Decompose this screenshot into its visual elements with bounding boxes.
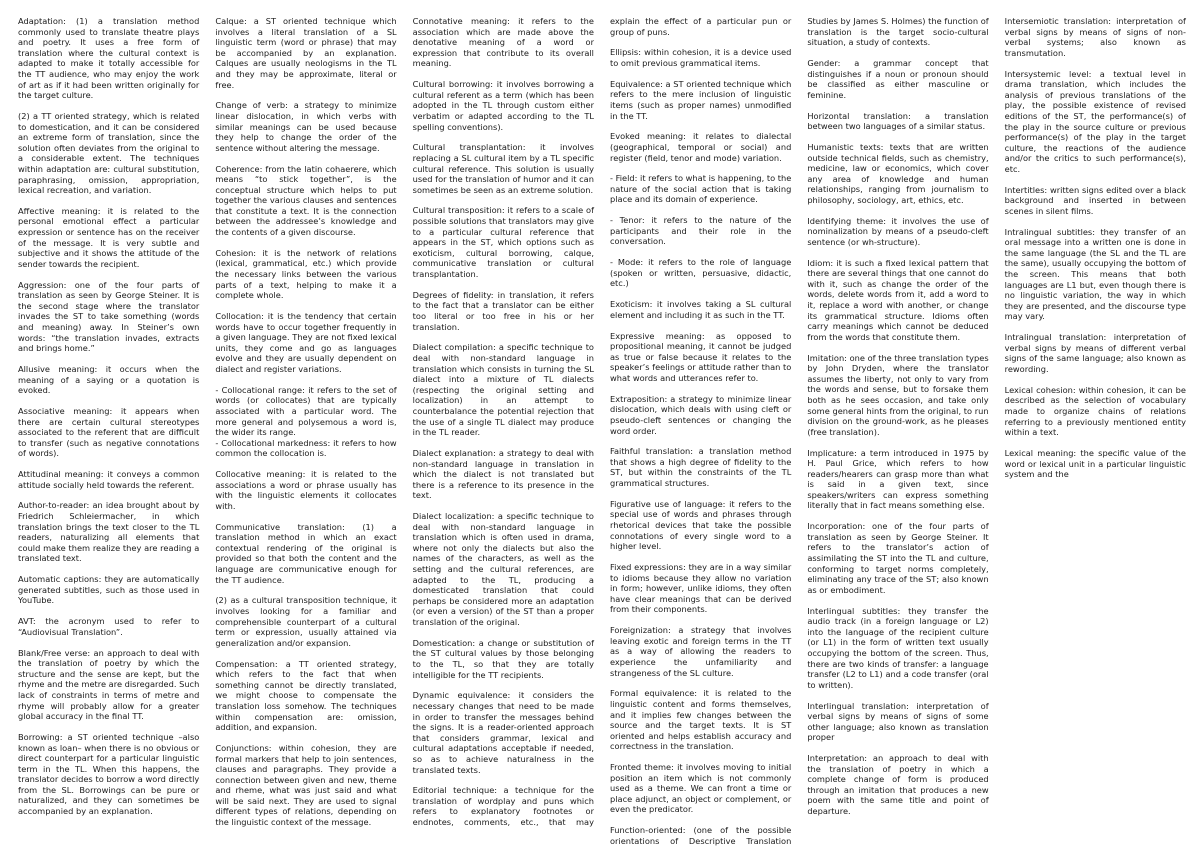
glossary-entry: - Field: it refers to what is happening, to the nature of the social action that is taking place and its domain of experience. — [609, 173, 792, 205]
glossary-entry: Extraposition: a strategy to minimize linear dislocation, which deals with using cleft or pseudo-cleft sentences or changing the word order. — [609, 393, 792, 436]
glossary-entry: Foreignization: a strategy that involves leaving exotic and foreign terms in the TT as a way of allowing the readers to experience the unfamiliarity and strangeness of the SL culture. — [609, 625, 792, 678]
glossary-entry: Change of verb: a strategy to minimize linear dislocation, in which verbs with similar meanings can be used because they help to change the order of the sentence without altering the message. — [215, 100, 397, 153]
glossary-entry: Blank/Free verse: an approach to deal with the translation of poetry by which the structure and the sense are kept, but the rhyme and the metre are disregarded. Such lack of constraints in terms of metre and rhyme will probably allow for a greater global accuracy in the final TT. — [18, 647, 200, 722]
glossary-entry: Intersystemic level: a textual level in drama translation, which includes the analysis of previous translations of the play, the possible existence of revised editions of the ST, the performance(s) of the play in the source culture or previous performance(s) of the play in the target culture, the reactions of the audience and/or the critics to such performance(s), etc. — [1004, 68, 1186, 174]
glossary-entry: Cultural transplantation: it involves replacing a SL cultural item by a TL specific cultural reference. This solution is usually used for the translation of humor and it can sometimes be seen as an extreme solution. — [412, 142, 594, 195]
glossary-entry: Incorporation: one of the four parts of translation as seen by George Steiner. It refers to the translator’s action of assimilating the ST into the TL and culture, conforming to target norms completely, eliminating any trace of the ST; also known as or embodiment. — [807, 521, 989, 595]
glossary-entry: Humanistic texts: texts that are written outside technical fields, such as chemistry, medicine, law or economics, which cover any area of knowledge and human relationships, ranging from journalism to philosophy, sociology, art, ethics, etc. — [807, 141, 989, 205]
glossary-entry: AVT: the acronym used to refer to “Audiovisual Translation”. — [18, 616, 200, 637]
glossary-entry: Horizontal translation: a translation between two languages of a similar status. — [807, 110, 989, 132]
glossary-entry: Lexical meaning: the specific value of the word or lexical unit in a particular linguistic system and the — [1004, 447, 1186, 480]
glossary-entry: Collocative meaning: it is related to the associations a word or phrase usually has with the linguistic elements it collocates with. — [215, 469, 397, 511]
glossary-entry: Lexical cohesion: within cohesion, it can be described as the selection of vocabulary made to organize chains of relations referring to a previously mentioned entity within a text. — [1004, 384, 1186, 438]
glossary-entry: Allusive meaning: it occurs when the meaning of a saying or a quotation is evoked. — [18, 363, 200, 396]
glossary-entry: Editorial technique: a technique for the translation of wordplay and puns which refers to explanatory footnotes or endnotes, comments, etc., that may explain the effect of a particular pun or group of puns. — [412, 16, 792, 828]
glossary-entry: Dynamic equivalence: it considers the necessary changes that need to be made in order to transfer the messages behind the signs. It is a reader-oriented approach that considers grammar, lexical and cultural adaptations acceptable if needed, so as to achieve naturalness in the translated texts. — [412, 690, 594, 775]
glossary-entry: Intralingual translation: interpretation of verbal signs by means of different verbal signs of the same language; also known as rewording. — [1004, 332, 1186, 374]
glossary-entry: Fronted theme: it involves moving to initial position an item which is not commonly used as a theme. We can front a time or place adjunct, an object or complement, or even the predicator. — [609, 762, 792, 815]
glossary-entry: Compensation: a TT oriented strategy, which refers to the fact that when something cannot be directly translated, we might choose to compensate the translation loss somehow. The techniques within compensation are: omission, addition, and expansion. — [215, 658, 397, 733]
glossary-entry: Exoticism: it involves taking a SL cultural element and including it as such in the TT. — [609, 299, 792, 320]
glossary-entry: Fixed expressions: they are in a way similar to idioms because they allow no variation in form; however, unlike idioms, they often have clear meanings that can be derived from their components. — [609, 562, 792, 615]
glossary-entry: - Collocational range: it refers to the set of words (or collocates) that are typically associated with a particular word. The more general and polysemous a word is, the wider its range. - Collocational markedness: it refers to how common the collocation is. — [215, 384, 397, 459]
glossary-entry: Ellipsis: within cohesion, it is a device used to omit previous grammatical items. — [609, 47, 792, 68]
glossary-entry: Dialect localization: a specific technique to deal with non-standard language in translation which is often used in drama, where not only the dialects but also the names of the characters, as well as the setting and the cultural references, are adapted to the TL, producing a domesticated translation that could perhaps be considered more an adaptation (or even a version) of the ST than a proper translation of the original. — [412, 511, 594, 627]
glossary-entry: Figurative use of language: it refers to the special use of words and phrases through rhetorical devices that take the possible connotations of every single word to a higher level. — [609, 498, 792, 552]
glossary-entry: Expressive meaning: as opposed to propositional meaning, it cannot be judged as true or false because it relates to the speaker’s feelings or attitude rather than to what words and utterances refer to. — [609, 330, 792, 383]
glossary-entry: Imitation: one of the three translation types by John Dryden, where the translator assumes the liberty, not only to vary from the words and sense, but to forsake them both as he sees occasion, and take only some general hints from the original, to run division on the ground-work, as he pleases (free translation). — [807, 352, 989, 437]
glossary-entry: Domestication: a change or substitution of the ST cultural values by those belonging to the TL, so that they are totally intelligible for the TT recipients. — [412, 637, 594, 680]
glossary-entry: (2) as a cultural transposition technique, it involves looking for a familiar and comprehensible counterpart of a cultural term or expression, usually attained via generalization and/or expansion. — [215, 595, 397, 648]
glossary-entry: Conjunctions: within cohesion, they are formal markers that help to join sentences, clauses and paragraphs. They provide a connection between given and new, theme and rheme, what was just said and what will be said next. They are used to signal different types of relations, depending on the linguistic context of the message. — [215, 742, 397, 828]
glossary-entry: Implicature: a term introduced in 1975 by H. Paul Grice, which refers to how readers/hearers can grasp more than what is said in a given text, since speakers/writers can express something literally that in fact means something else. — [807, 447, 989, 511]
glossary-entry: Degrees of fidelity: in translation, it refers to the fact that a translator can be either too literal or too free in his or her translation. — [412, 289, 594, 332]
glossary-entry: Formal equivalence: it is related to the linguistic content and forms themselves, and it implies few changes between the source and the target texts. It is ST oriented and helps establish accuracy and correctness in the translation. — [609, 688, 792, 752]
glossary-entry: Interlingual translation: interpretation of verbal signs by means of signs of some other language; also known as translation proper — [807, 700, 989, 743]
glossary-entry: Cultural borrowing: it involves borrowing a cultural referent as a term (which has been adopted in the TL through custom either verbatim or adapted according to the TL spelling conventions). — [412, 79, 594, 132]
glossary-entry: Intersemiotic translation: interpretation of verbal signs by means of signs of non-verbal systems; also known as transmutation. — [1004, 16, 1186, 58]
glossary-entry: Calque: a ST oriented technique which involves a literal translation of a SL linguistic term (word or phrase) that may be accompanied by an explanation. Calques are usually neologisms in the TL and they may be approximate, literal or free. — [215, 16, 397, 90]
glossary-entry: Identifying theme: it involves the use of nominalization by means of a pseudo-cleft sentence (or wh-structure). — [807, 215, 989, 247]
glossary-entry: - Tenor: it refers to the nature of the participants and their role in the conversation. — [609, 215, 792, 247]
glossary-entry: Communicative translation: (1) a translation method in which an exact contextual rendering of the original is provided so that both the content and the language are communicative enough for the TT audience. — [215, 521, 397, 585]
glossary-entry: Evoked meaning: it relates to dialectal (geographical, temporal or social) and register (field, tenor and mode) variation. — [609, 131, 792, 163]
glossary-entry: Dialect compilation: a specific technique to deal with non-standard language in translation which consists in turning the SL dialect into a mixture of TL dialects (respecting the original setting and localization) in an attempt to counterbalance the potential rejection that the use of a single TL dialect may produce in the TL reader. — [412, 342, 594, 438]
glossary-entry: Faithful translation: a translation method that shows a high degree of fidelity to the ST, but within the constraints of the TL grammatical structures. — [609, 446, 792, 489]
glossary-entry: Affective meaning: it is related to the personal emotional effect a particular expression or sentence has on the receiver of the message. It is very subtle and subjective and it shows the attitude of the sender towards the recipient. — [18, 205, 200, 269]
glossary-entry: Automatic captions: they are automatically generated subtitles, such as those used in YouTube. — [18, 574, 200, 606]
glossary-entry: Associative meaning: it appears when there are certain cultural stereotypes associated to the referent that are difficult to transfer (such as negative connotations of words). — [18, 405, 200, 459]
glossary-entry: Collocation: it is the tendency that certain words have to occur together frequently in a given language. They are not fixed lexical units, they come and go as languages evolve and they are usually dependent on dialect and register variations. — [215, 311, 397, 374]
glossary-entry: Intralingual subtitles: they transfer of an oral message into a written one is done in the same language (the SL and the TL are the same), usually occupying the bottom of the screen. This means that both languages are L1 but, even though there is no linguistic variation, the way in which they are presented, and the discourse type may vary. — [1004, 226, 1186, 322]
glossary-entry: Cohesion: it is the network of relations (lexical, grammatical, etc.) which provide the necessary links between the various parts of a text, helping to make it a complete whole. — [215, 247, 397, 301]
glossary-entry: Idiom: it is such a fixed lexical pattern that there are several things that one cannot do with it, such as change the order of the words, delete words from it, add a word to it, replace a word with another, or change its grammatical structure. Idioms often carry meanings which cannot be deduced from the words that constitute them. — [807, 257, 989, 342]
glossary-entry: Dialect explanation: a strategy to deal with non-standard language in translation in which the dialect is not translated but there is a reference to its presence in the text. — [412, 447, 594, 501]
glossary-entry: - Mode: it refers to the role of language (spoken or written, persuasive, didactic, etc.) — [609, 257, 792, 289]
glossary-entry: Intertitles: written signs edited over a black background and inserted in between scenes in silent films. — [1004, 184, 1186, 216]
glossary-entry: Aggression: one of the four parts of translation as seen by George Steiner. It is the second stage where the translator invades the ST to take something (words and meaning) away. In Steiner’s own words: “the translation invades, extracts and brings home.” — [18, 279, 200, 354]
glossary-entry: Author-to-reader: an idea brought about by Friedrich Schleiermacher, in which translation brings the text closer to the TL readers, naturalizing all elements that could make them realize they are reading a translated text. — [18, 500, 200, 564]
glossary-entry: Gender: a grammar concept that distinguishes if a noun or pronoun should be classified as either masculine or feminine. — [807, 57, 989, 100]
glossary-entry: Adaptation: (1) a translation method commonly used to translate theatre plays and poetry. It uses a free form of translation where the cultural context is adapted to make it totally accessible for the TT audience, who may enjoy the work of art as if it had been written originally for the target culture. — [18, 16, 200, 101]
glossary-entry: Interpretation: an approach to deal with the translation of poetry in which a complete change of form is produced through an imitation that produces a new poem with the same title and point of departure. — [807, 753, 989, 817]
glossary-entry: Coherence: from the latin cohaerere, which means “to stick together”, is the conceptual structure which helps to put together the various clauses and sentences that constitute a text. It is the connection between the addressee’s knowledge and the contents of a given discourse. — [215, 163, 397, 238]
glossary-entry: Attitudinal meaning: it conveys a common attitude socially held towards the referent. — [18, 469, 200, 490]
glossary-entry: Interlingual subtitles: they transfer the audio track (in a foreign language or L2) into the language of the recipient culture (or L1) in the form of written text usually occupying the bottom of the screen. Thus, there are two kinds of transfer: a language transfer (L2 to L1) and a code transfer (oral to written). — [807, 605, 989, 690]
glossary-entry: Equivalence: a ST oriented technique which refers to the mere inclusion of linguistic items (such as proper names) unmodified in the TT. — [609, 78, 792, 121]
glossary-entry: Cultural transposition: it refers to a scale of possible solutions that translators may give to a particular cultural reference that appears in the ST, which options such as exoticism, cultural borrowing, calque, communicative translation or cultural transplantation. — [412, 205, 594, 280]
glossary-entry: Borrowing: a ST oriented technique –also known as loan– when there is no obvious or direct counterpart for a particular linguistic term in the TL. When this happens, the translator decides to borrow a word directly from the SL. Borrowings can be pure or naturalized, and they can sometimes be accompanied by an explanation. — [18, 731, 200, 817]
glossary-entry: (2) a TT oriented strategy, which is related to domestication, and it can be considered an extreme form of translation, since the solution often deviates from the original to a considerable extent. The techniques within adaptation are: cultural substitution, paraphrasing, omission, appropriation, lexical recreation, and variation. — [18, 110, 200, 196]
glossary-entry: Function-oriented: (one of the possible orientations of Descriptive Translation Studies by James S. Holmes) the function of translation is the target socio-cultural situation, a study of contexts. — [609, 16, 989, 846]
glossary-entry: Connotative meaning: it refers to the association which are made above the denotative meaning of a word or expression that contribute to its overall meaning. — [412, 16, 594, 69]
